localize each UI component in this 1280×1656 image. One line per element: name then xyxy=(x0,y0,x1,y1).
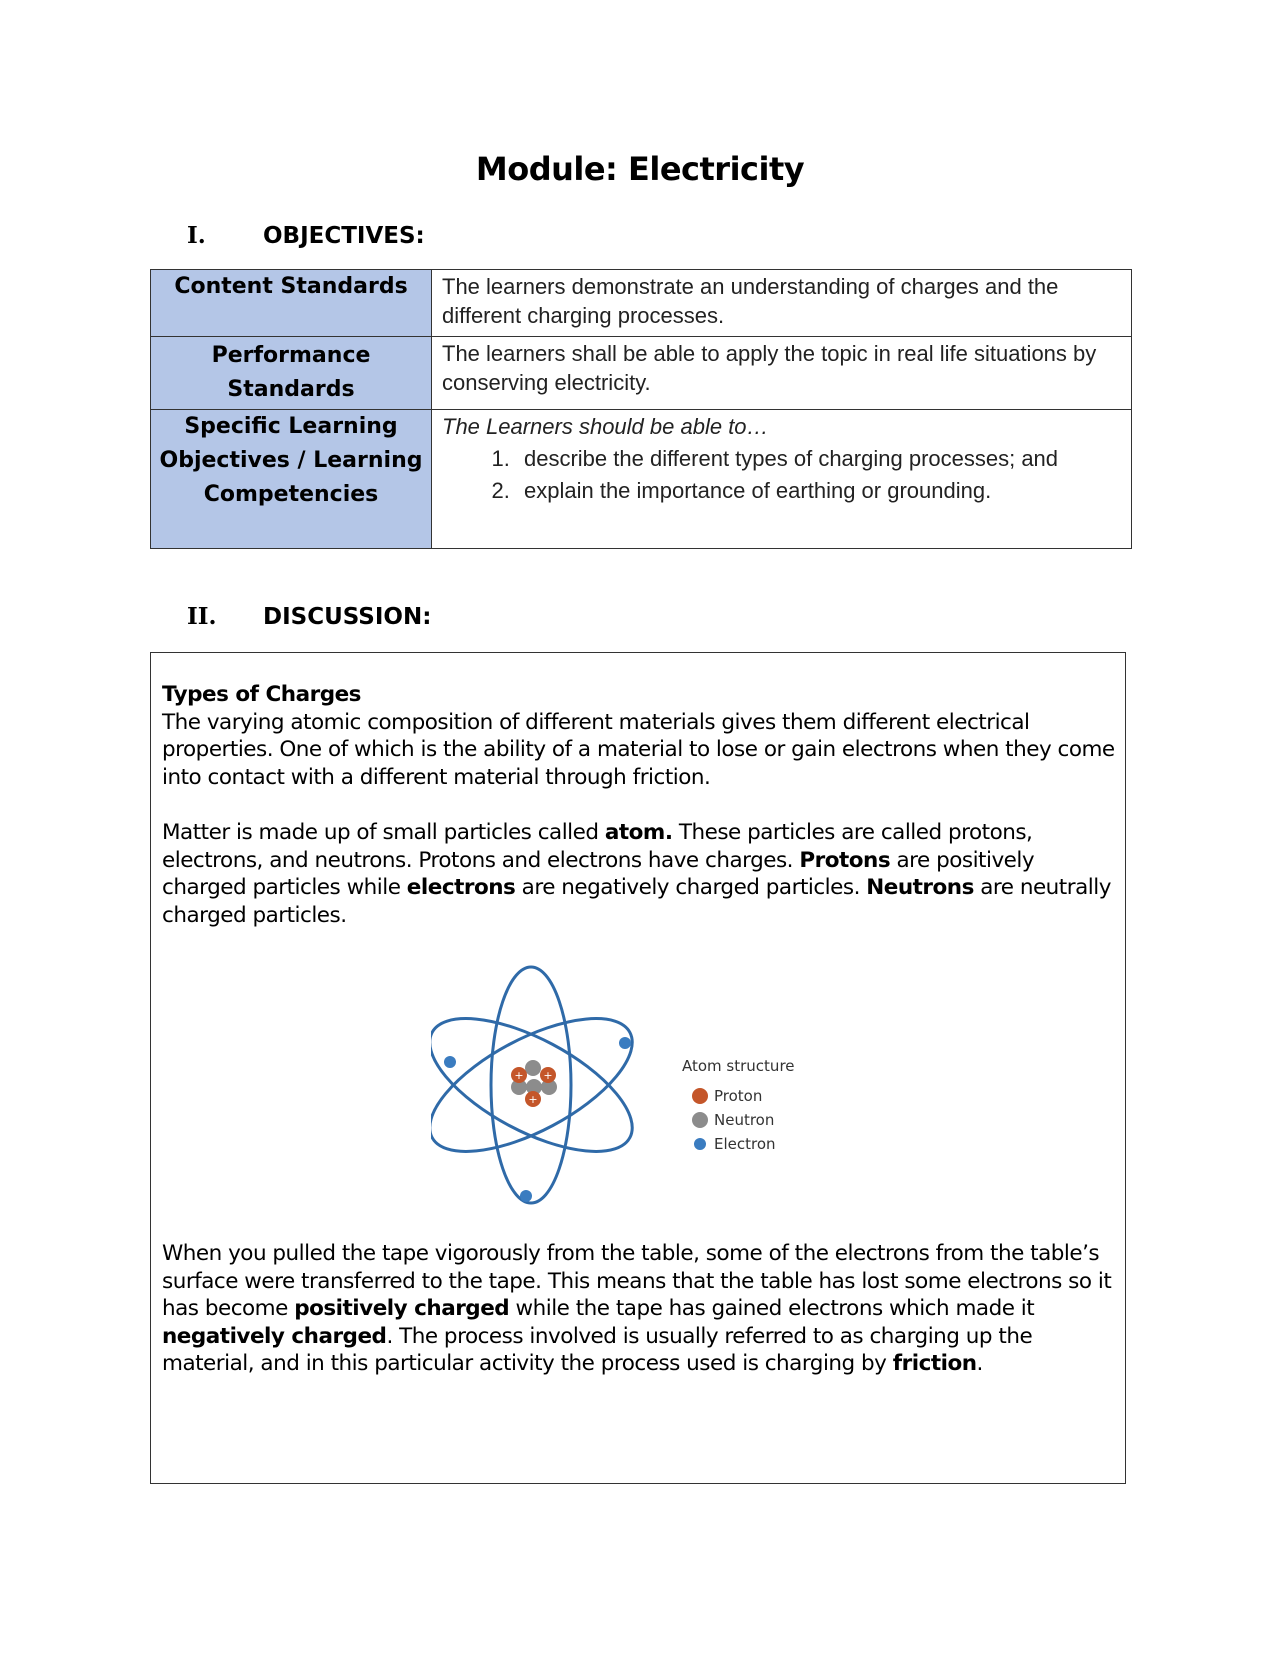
objectives-title: OBJECTIVES: xyxy=(263,223,425,249)
objectives-number: I. xyxy=(187,222,206,249)
paragraph-charging-by-friction xyxy=(162,1240,1117,1378)
objectives-heading xyxy=(187,222,425,249)
legend-item-proton xyxy=(692,1087,795,1105)
learning-competencies-label: Specific Learning Objectives / Learning Competencies xyxy=(151,410,432,549)
proton-plus-sign: + xyxy=(528,1093,538,1106)
neutron xyxy=(525,1060,541,1076)
bold-term-protons: Protons xyxy=(799,847,891,873)
proton-icon xyxy=(692,1088,708,1104)
text-run: Matter is made up of small particles called xyxy=(162,820,605,845)
text-run: are neutrally charged particles. xyxy=(162,875,1111,928)
bold-term-friction: friction xyxy=(892,1351,977,1376)
neutron-icon xyxy=(692,1112,708,1128)
proton-plus-sign: + xyxy=(514,1069,524,1082)
discussion-number: II. xyxy=(187,603,217,630)
performance-standards-label: Performance Standards xyxy=(151,337,432,410)
list-item: 2. explain the importance of earthing or grounding. xyxy=(516,475,1121,507)
discussion-intro xyxy=(162,681,1117,791)
text-run: . The process involved is usually referred to as charging up the material, and in this particular activity the process used is charging by xyxy=(162,1323,1033,1376)
discussion-box xyxy=(150,652,1126,1484)
competencies-lead: The Learners should be able to… xyxy=(442,414,769,439)
discussion-heading xyxy=(187,603,431,630)
legend-label: Electron xyxy=(714,1135,776,1153)
text-run: . xyxy=(976,1351,983,1376)
competencies-list xyxy=(442,443,1121,507)
bold-term-electrons: electrons xyxy=(406,875,516,900)
legend-label: Neutron xyxy=(714,1111,775,1129)
bold-term-negatively-charged: negatively charged xyxy=(162,1323,387,1349)
legend-label: Proton xyxy=(714,1087,763,1105)
discussion-title: DISCUSSION: xyxy=(263,604,432,630)
nucleus xyxy=(511,1060,557,1107)
text-run: These particles are called protons, electrons, and neutrons. Protons and electrons have charges. xyxy=(162,820,1033,873)
legend-title: Atom structure xyxy=(682,1057,795,1075)
content-standards-text: The learners demonstrate an understanding of charges and the different charging processes. xyxy=(432,270,1132,337)
legend-item-electron xyxy=(692,1135,795,1153)
content-standards-label: Content Standards xyxy=(151,270,432,337)
text-run: while the tape has gained electrons which made it xyxy=(509,1296,1035,1321)
table-row xyxy=(151,337,1132,410)
electron-icon xyxy=(694,1138,706,1150)
table-row xyxy=(151,410,1132,549)
text-run: When you pulled the tape vigorously from the table, some of the electrons from the table’s surface were transferred to the tape. This means that the table has lost some electrons so it has become xyxy=(162,1241,1112,1321)
performance-standards-text: The learners shall be able to apply the topic in real life situations by conserving electricity. xyxy=(432,337,1132,410)
objectives-table xyxy=(150,269,1132,549)
text-run: are negatively charged particles. xyxy=(515,875,867,900)
types-of-charges-heading: Types of Charges xyxy=(162,682,361,707)
electron xyxy=(520,1190,532,1202)
paragraph-atomic-composition: The varying atomic composition of different materials gives them different electrical properties. One of which is the ability of a material to lose or gain electrons when they come into contact with a different material through friction. xyxy=(162,709,1115,790)
page-title: Module: Electricity xyxy=(475,150,805,188)
atom-legend xyxy=(682,1057,795,1159)
learning-competencies-cell xyxy=(432,410,1132,549)
table-row xyxy=(151,270,1132,337)
paragraph-atom xyxy=(162,819,1117,929)
bold-term-positively-charged: positively charged xyxy=(294,1296,510,1321)
text-run: are positively charged particles while xyxy=(162,847,1035,900)
bold-term-neutrons: Neutrons xyxy=(866,875,974,900)
proton-plus-sign: + xyxy=(543,1069,553,1082)
list-item: 1. describe the different types of charging processes; and xyxy=(516,443,1121,475)
electron xyxy=(619,1037,631,1049)
electron xyxy=(444,1056,456,1068)
bold-term-atom: atom. xyxy=(604,820,673,845)
legend-item-neutron xyxy=(692,1111,795,1129)
